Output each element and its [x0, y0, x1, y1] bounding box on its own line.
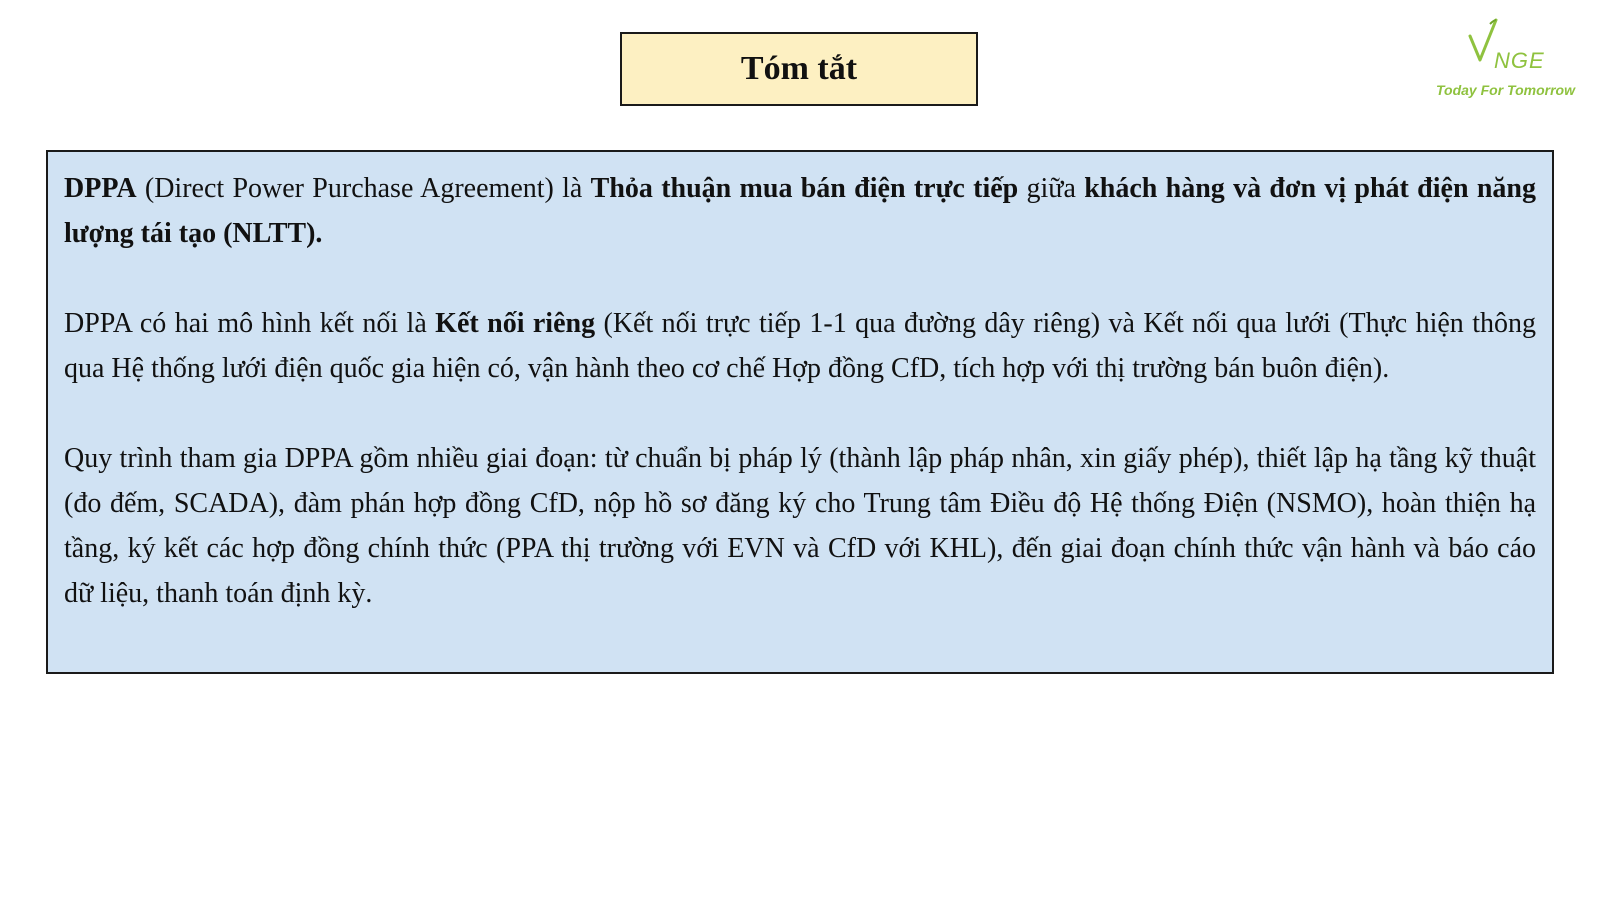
text-run: giữa: [1018, 173, 1085, 204]
paragraph-dppa-definition: [64, 166, 1536, 256]
logo-tagline: Today For Tomorrow: [1436, 82, 1575, 98]
paragraph-connection-models: [64, 301, 1536, 391]
text-run: DPPA có hai mô hình kết nối là: [64, 308, 436, 339]
logo-mark-text: NGE: [1494, 48, 1545, 73]
summary-content-box: [46, 150, 1554, 674]
text-run: khách hàng và đơn vị phát điện năng lượng tái tạo (NLTT).: [64, 173, 1536, 249]
text-run: (Direct Power Purchase Agreement) là: [136, 173, 591, 204]
page-title: Tóm tắt: [740, 50, 858, 87]
title-box: [620, 32, 978, 106]
text-run: Quy trình tham gia DPPA gồm nhiều giai đoạn: từ chuẩn bị pháp lý (thành lập pháp nhân, xin giấy phép), thiết lập hạ tầng kỹ thuật (đo đếm, SCADA), đàm phán hợp đồng CfD, nộp hồ sơ đăng ký cho Trung tâm Điều độ Hệ thống Điện (NSMO), hoàn thiện hạ tầng, ký kết các hợp đồng chính thức (PPA thị trường với EVN và CfD với KHL), đến giai đoạn chính thức vận hành và báo cáo dữ liệu, thanh toán định kỳ.: [64, 443, 1536, 609]
text-run: Kết nối riêng: [435, 308, 596, 339]
text-run: DPPA: [64, 173, 137, 204]
text-run: Thỏa thuận mua bán điện trực tiếp: [590, 173, 1019, 204]
text-run: (Kết nối trực tiếp 1-1 qua đường dây riêng) và Kết nối qua lưới (Thực hiện thông qua Hệ thống lưới điện quốc gia hiện có, vận hành theo cơ chế Hợp đồng CfD, tích hợp với thị trường bán buôn điện).: [64, 308, 1536, 384]
company-logo: [1420, 18, 1590, 98]
paragraph-process: [64, 436, 1536, 616]
